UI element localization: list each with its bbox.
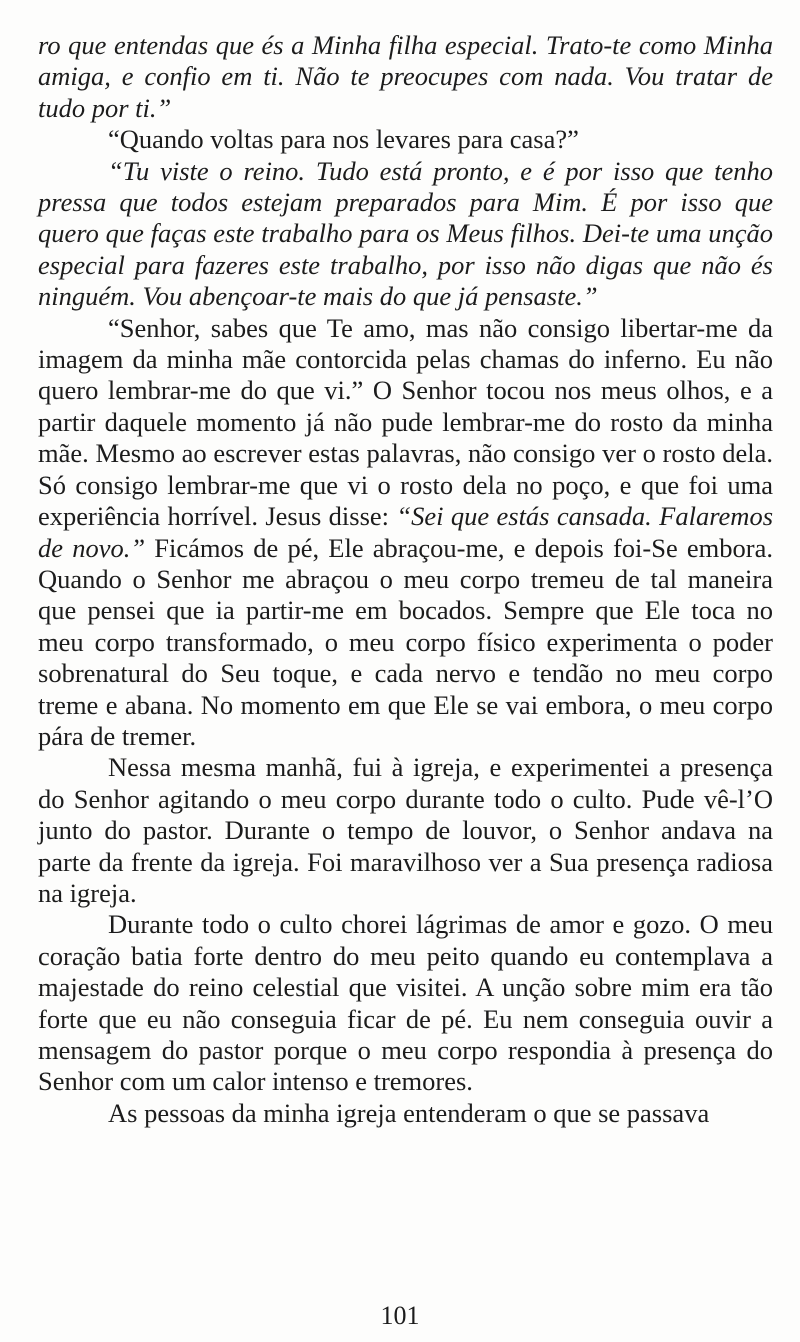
italic-text-segment: ro que entendas que és a Minha filha especial. Trato-te como Minha amiga, e confio em ti. Não te preocupes com nada. Vou tratar de tudo por ti.”	[38, 30, 773, 123]
text-segment: “Quando voltas para nos levares para casa?”	[108, 124, 579, 155]
paragraph-p4	[38, 313, 773, 753]
paragraph-p6	[38, 909, 773, 1097]
paragraph-p7	[38, 1098, 773, 1129]
italic-text-segment: “Sei que estás cansada. Falaremos de novo.”	[38, 501, 774, 563]
text-segment: “Senhor, sabes que Te amo, mas não consigo libertar-me da imagem da minha mãe contorcida pelas chamas do inferno. Eu não quero lembrar-me do que vi.” O Senhor tocou nos meus olhos, e a partir daquele momento já não pude lembrar-me do rosto da minha mãe. Mesmo ao escrever estas palavras, não consigo ver o rosto dela. Só consigo lembrar-me que vi o rosto dela no poço, e que foi uma experiência horrível. Jesus disse:	[38, 312, 773, 532]
paragraph-p1	[38, 30, 773, 124]
text-segment: Durante todo o culto chorei lágrimas de amor e gozo. O meu coração batia forte dentro do meu peito quando eu contemplava a majestade do reino celestial que visitei. A unção sobre mim era tão forte que eu não conseguia ficar de pé. Eu nem conseguia ouvir a mensagem do pastor porque o meu corpo respondia à presença do Senhor com um calor intenso e tremores.	[38, 909, 773, 1097]
paragraph-p3	[38, 156, 773, 313]
page-number: 101	[380, 1301, 420, 1330]
paragraph-p2	[38, 124, 773, 155]
body-text	[38, 30, 773, 1129]
text-segment: Nessa mesma manhã, fui à igreja, e experimentei a presença do Senhor agitando o meu corpo durante todo o culto. Pude vê-l’O junto do pastor. Durante o tempo de louvor, o Senhor andava na parte da frente da igreja. Foi maravilhoso ver a Sua presença radiosa na igreja.	[38, 752, 773, 908]
text-segment: Ficámos de pé, Ele abraçou-me, e depois foi-Se embora. Quando o Senhor me abraçou o meu corpo tremeu de tal maneira que pensei que ia partir-me em bocados. Sempre que Ele toca no meu corpo transformado, o meu corpo físico experimenta o poder sobrenatural do Seu toque, e cada nervo e tendão no meu corpo treme e abana. No momento em que Ele se vai embora, o meu corpo pára de tremer.	[38, 532, 773, 751]
italic-text-segment: “Tu viste o reino. Tudo está pronto, e é por isso que tenho pressa que todos estejam preparados para Mim. É por isso que quero que faças este trabalho para os Meus filhos. Dei-te uma unção especial para fazeres este trabalho, por isso não digas que não és ninguém. Vou abençoar-te mais do que já pensaste.”	[38, 155, 773, 312]
text-segment: As pessoas da minha igreja entenderam o que se passava	[108, 1097, 710, 1128]
paragraph-p5	[38, 752, 773, 909]
